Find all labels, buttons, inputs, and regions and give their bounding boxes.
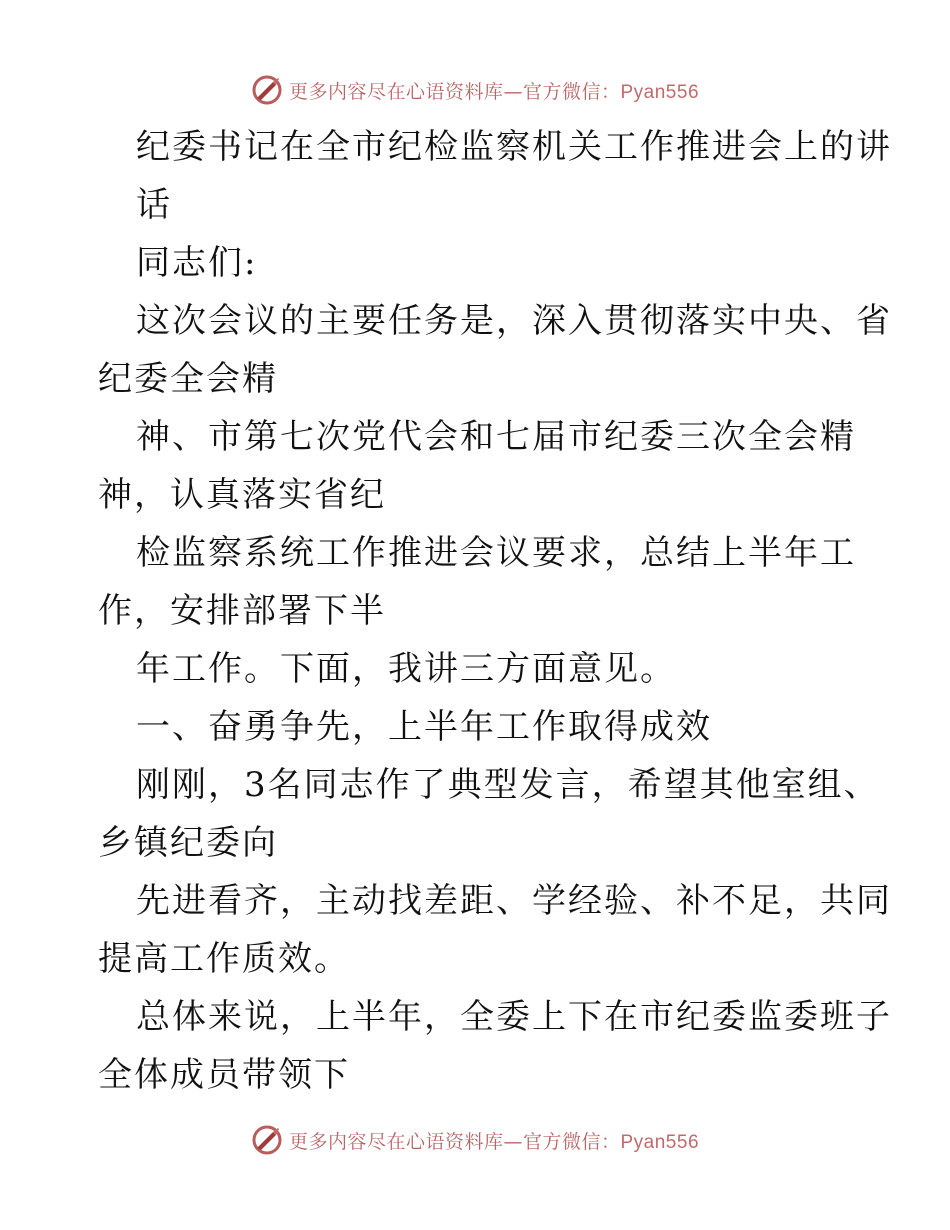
paragraph-line: 神、市第七次党代会和七届市纪委三次全会精	[136, 417, 856, 457]
paragraph-line: 神，认真落实省纪	[98, 475, 386, 515]
watermark-text: 更多内容尽在心语资料库—官方微信：Pyan556	[288, 1130, 700, 1153]
footer-watermark	[0, 1120, 950, 1160]
paragraph-line: 年工作。下面，我讲三方面意见。	[136, 649, 676, 689]
paragraph-line: 总体来说，上半年，全委上下在市纪委监委班子	[136, 997, 892, 1037]
title-line-1: 纪委书记在全市纪检监察机关工作推进会上的讲	[136, 127, 892, 167]
quill-pen-logo-icon	[251, 74, 283, 106]
paragraph-line: 提高工作质效。	[98, 939, 350, 979]
paragraph-line: 刚刚，3名同志作了典型发言，希望其他室组、	[136, 765, 880, 805]
header-watermark	[0, 70, 950, 110]
paragraph-line: 检监察系统工作推进会议要求，总结上半年工	[136, 533, 856, 573]
title-line-2: 话	[136, 185, 172, 225]
salutation: 同志们:	[136, 243, 258, 283]
paragraph-line: 乡镇纪委向	[98, 823, 278, 863]
paragraph-line: 先进看齐，主动找差距、学经验、补不足，共同	[136, 881, 892, 921]
paragraph-line: 全体成员带领下	[98, 1055, 350, 1095]
paragraph-line: 纪委全会精	[98, 359, 278, 399]
watermark-text: 更多内容尽在心语资料库—官方微信：Pyan556	[288, 80, 700, 103]
paragraph-line: 这次会议的主要任务是，深入贯彻落实中央、省	[136, 301, 892, 341]
quill-pen-logo-icon	[251, 1124, 283, 1156]
paragraph-line: 作，安排部署下半	[98, 591, 386, 631]
section-heading: 一、奋勇争先，上半年工作取得成效	[136, 707, 712, 747]
